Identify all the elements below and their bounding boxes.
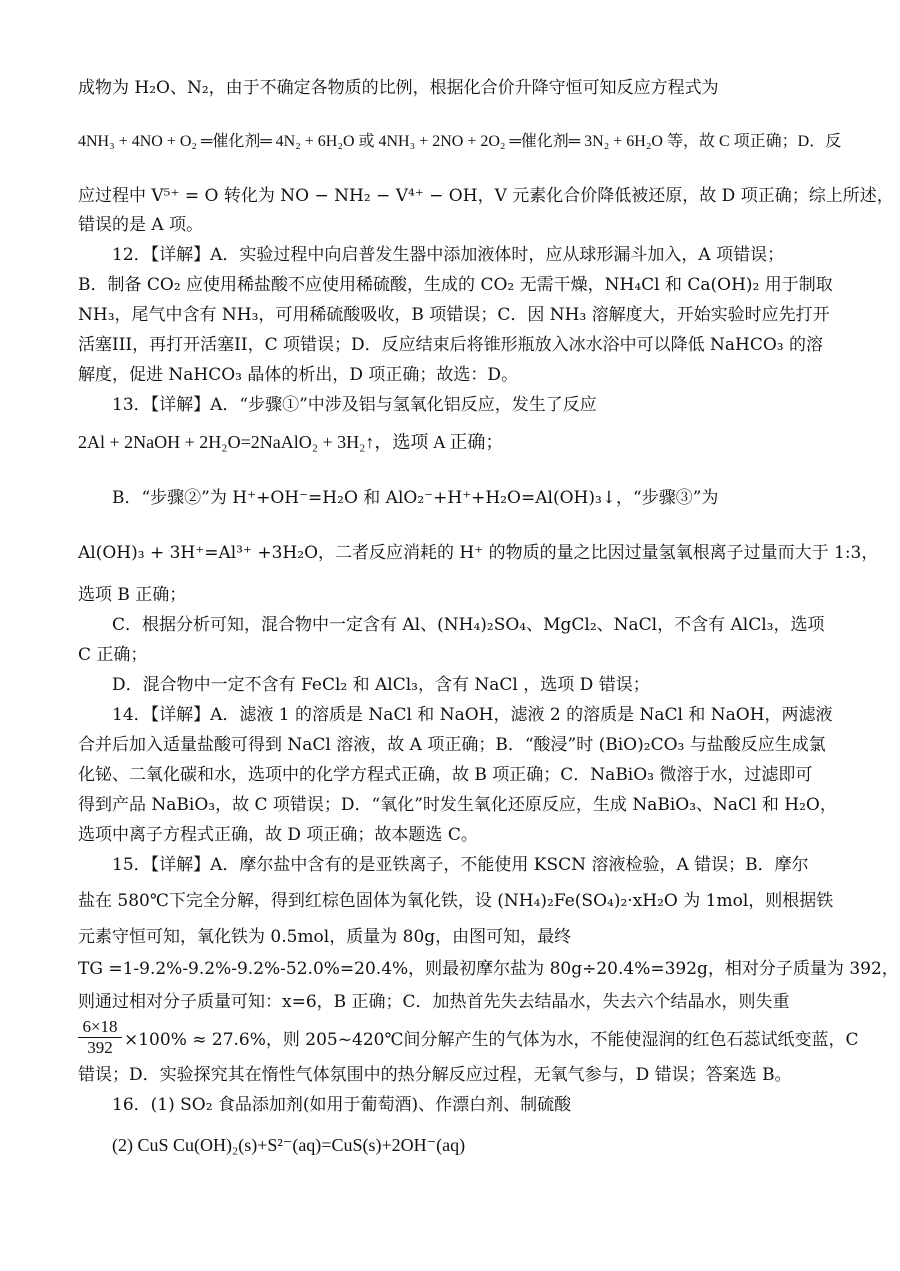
text-line: 则通过相对分子质量可知：x=6，B 正确；C．加热首先失去结晶水，失去六个结晶水，则失重 <box>78 992 790 1012</box>
text-line: 12．【详解】A．实验过程中向启普发生器中添加液体时，应从球形漏斗加入，A 项错误； <box>112 245 785 265</box>
text-line: TG =1-9.2%-9.2%-9.2%-52.0%=20.4%，则最初摩尔盐为 80g÷20.4%=392g，相对分子质量为 392， <box>78 959 899 979</box>
text-line: 选项 B 正确； <box>78 585 187 605</box>
text-line: 选项中离子方程式正确，故 D 项正确；故本题选 C。 <box>78 825 478 845</box>
text-line: 元素守恒可知，氧化铁为 0.5mol，质量为 80g，由图可知，最终 <box>78 927 572 947</box>
fraction-numerator: 6×18 <box>82 1017 118 1036</box>
text-line: Al(OH)₃ + 3H⁺=Al³⁺ +3H₂O，二者反应消耗的 H⁺ 的物质的量之比因过量氢氧根离子过量而大于 1:3， <box>78 543 879 563</box>
text-line: 盐在 580℃下完全分解，得到红棕色固体为氧化铁，设 (NH₄)₂Fe(SO₄)₂·xH₂O 为 1mol，则根据铁 <box>78 891 834 911</box>
text-line: B．制备 CO₂ 应使用稀盐酸不应使用稀硫酸，生成的 CO₂ 无需干燥，NH₄Cl 和 Ca(OH)₂ 用于制取 <box>78 275 833 295</box>
text-line: 16．(1) SO₂ 食品添加剂(如用于葡萄酒)、作漂白剂、制硫酸 <box>112 1095 572 1115</box>
text-line: 13．【详解】A．“步骤①”中涉及铝与氢氧化铝反应，发生了反应 <box>112 395 597 415</box>
text-line: B．“步骤②”为 H⁺+OH⁻=H₂O 和 AlO₂⁻+H⁺+H₂O=Al(OH)₃↓，“步骤③”为 <box>112 488 719 508</box>
text-line: 化铋、二氧化碳和水，选项中的化学方程式正确，故 B 项正确；C．NaBiO₃ 微溶于水，过滤即可 <box>78 765 813 785</box>
text-line: ×100% ≈ 27.6%，则 205~420℃间分解产生的气体为水，不能使湿润的红色石蕊试纸变蓝，C <box>124 1030 859 1050</box>
text-line: NH₃，尾气中含有 NH₃，可用稀硫酸吸收，B 项错误；C．因 NH₃ 溶解度大，开始实验时应先打开 <box>78 305 830 325</box>
text-line: 活塞III，再打开活塞II，C 项错误；D．反应结束后将锥形瓶放入冰水浴中可以降低 NaHCO₃ 的溶 <box>78 335 824 355</box>
equation-line: 2Al + 2NaOH + 2H₂O=2NaAlO₂ + 3H₂↑，选项 A 正确； <box>78 432 504 452</box>
text-line: D．混合物中一定不含有 FeCl₂ 和 AlCl₃，含有 NaCl ，选项 D 错误； <box>112 675 650 695</box>
text-line: 合并后加入适量盐酸可得到 NaCl 溶液，故 A 项正确；B．“酸浸”时 (BiO)₂CO₃ 与盐酸反应生成氯 <box>78 735 826 755</box>
text-line: 得到产品 NaBiO₃，故 C 项错误；D．“氧化”时发生氧化还原反应，生成 NaBiO₃、NaCl 和 H₂O， <box>78 795 837 815</box>
text-line: C 正确； <box>78 645 148 665</box>
text-line: 解度，促进 NaHCO₃ 晶体的析出，D 项正确；故选：D。 <box>78 365 519 385</box>
text-line: 应过程中 V⁵⁺ = O 转化为 NO − NH₂ − V⁴⁺ − OH，V 元素化合价降低被还原，故 D 项正确；综上所述， <box>78 186 894 206</box>
equation-line: (2) CuS Cu(OH)₂(s)+S²⁻(aq)=CuS(s)+2OH⁻(aq) <box>112 1135 466 1155</box>
text-line: 15．【详解】A．摩尔盐中含有的是亚铁离子，不能使用 KSCN 溶液检验，A 错误；B．摩尔 <box>112 855 809 875</box>
text-line: C．根据分析可知，混合物中一定含有 Al、(NH₄)₂SO₄、MgCl₂、NaCl，不含有 AlCl₃，选项 <box>112 615 825 635</box>
text-line: 14．【详解】A．滤液 1 的溶质是 NaCl 和 NaOH，滤液 2 的溶质是 NaCl 和 NaOH，两滤液 <box>112 705 833 725</box>
text-line: 错误的是 A 项。 <box>78 215 204 235</box>
fraction-denominator: 392 <box>78 1037 122 1058</box>
fraction <box>78 1017 122 1058</box>
text-line: 错误；D．实验探究其在惰性气体氛围中的热分解反应过程，无氧气参与，D 错误；答案选 B。 <box>78 1065 792 1085</box>
text-line: 成物为 H₂O、N₂，由于不确定各物质的比例，根据化合价升降守恒可知反应方程式为 <box>78 78 719 98</box>
equation-line: 4NH₃ + 4NO + O₂ ═催化剂═ 4N₂ + 6H₂O 或 4NH₃ + 2NO + 2O₂ ═催化剂═ 3N₂ + 6H₂O 等，故 C 项正确；D．反 <box>78 133 842 150</box>
